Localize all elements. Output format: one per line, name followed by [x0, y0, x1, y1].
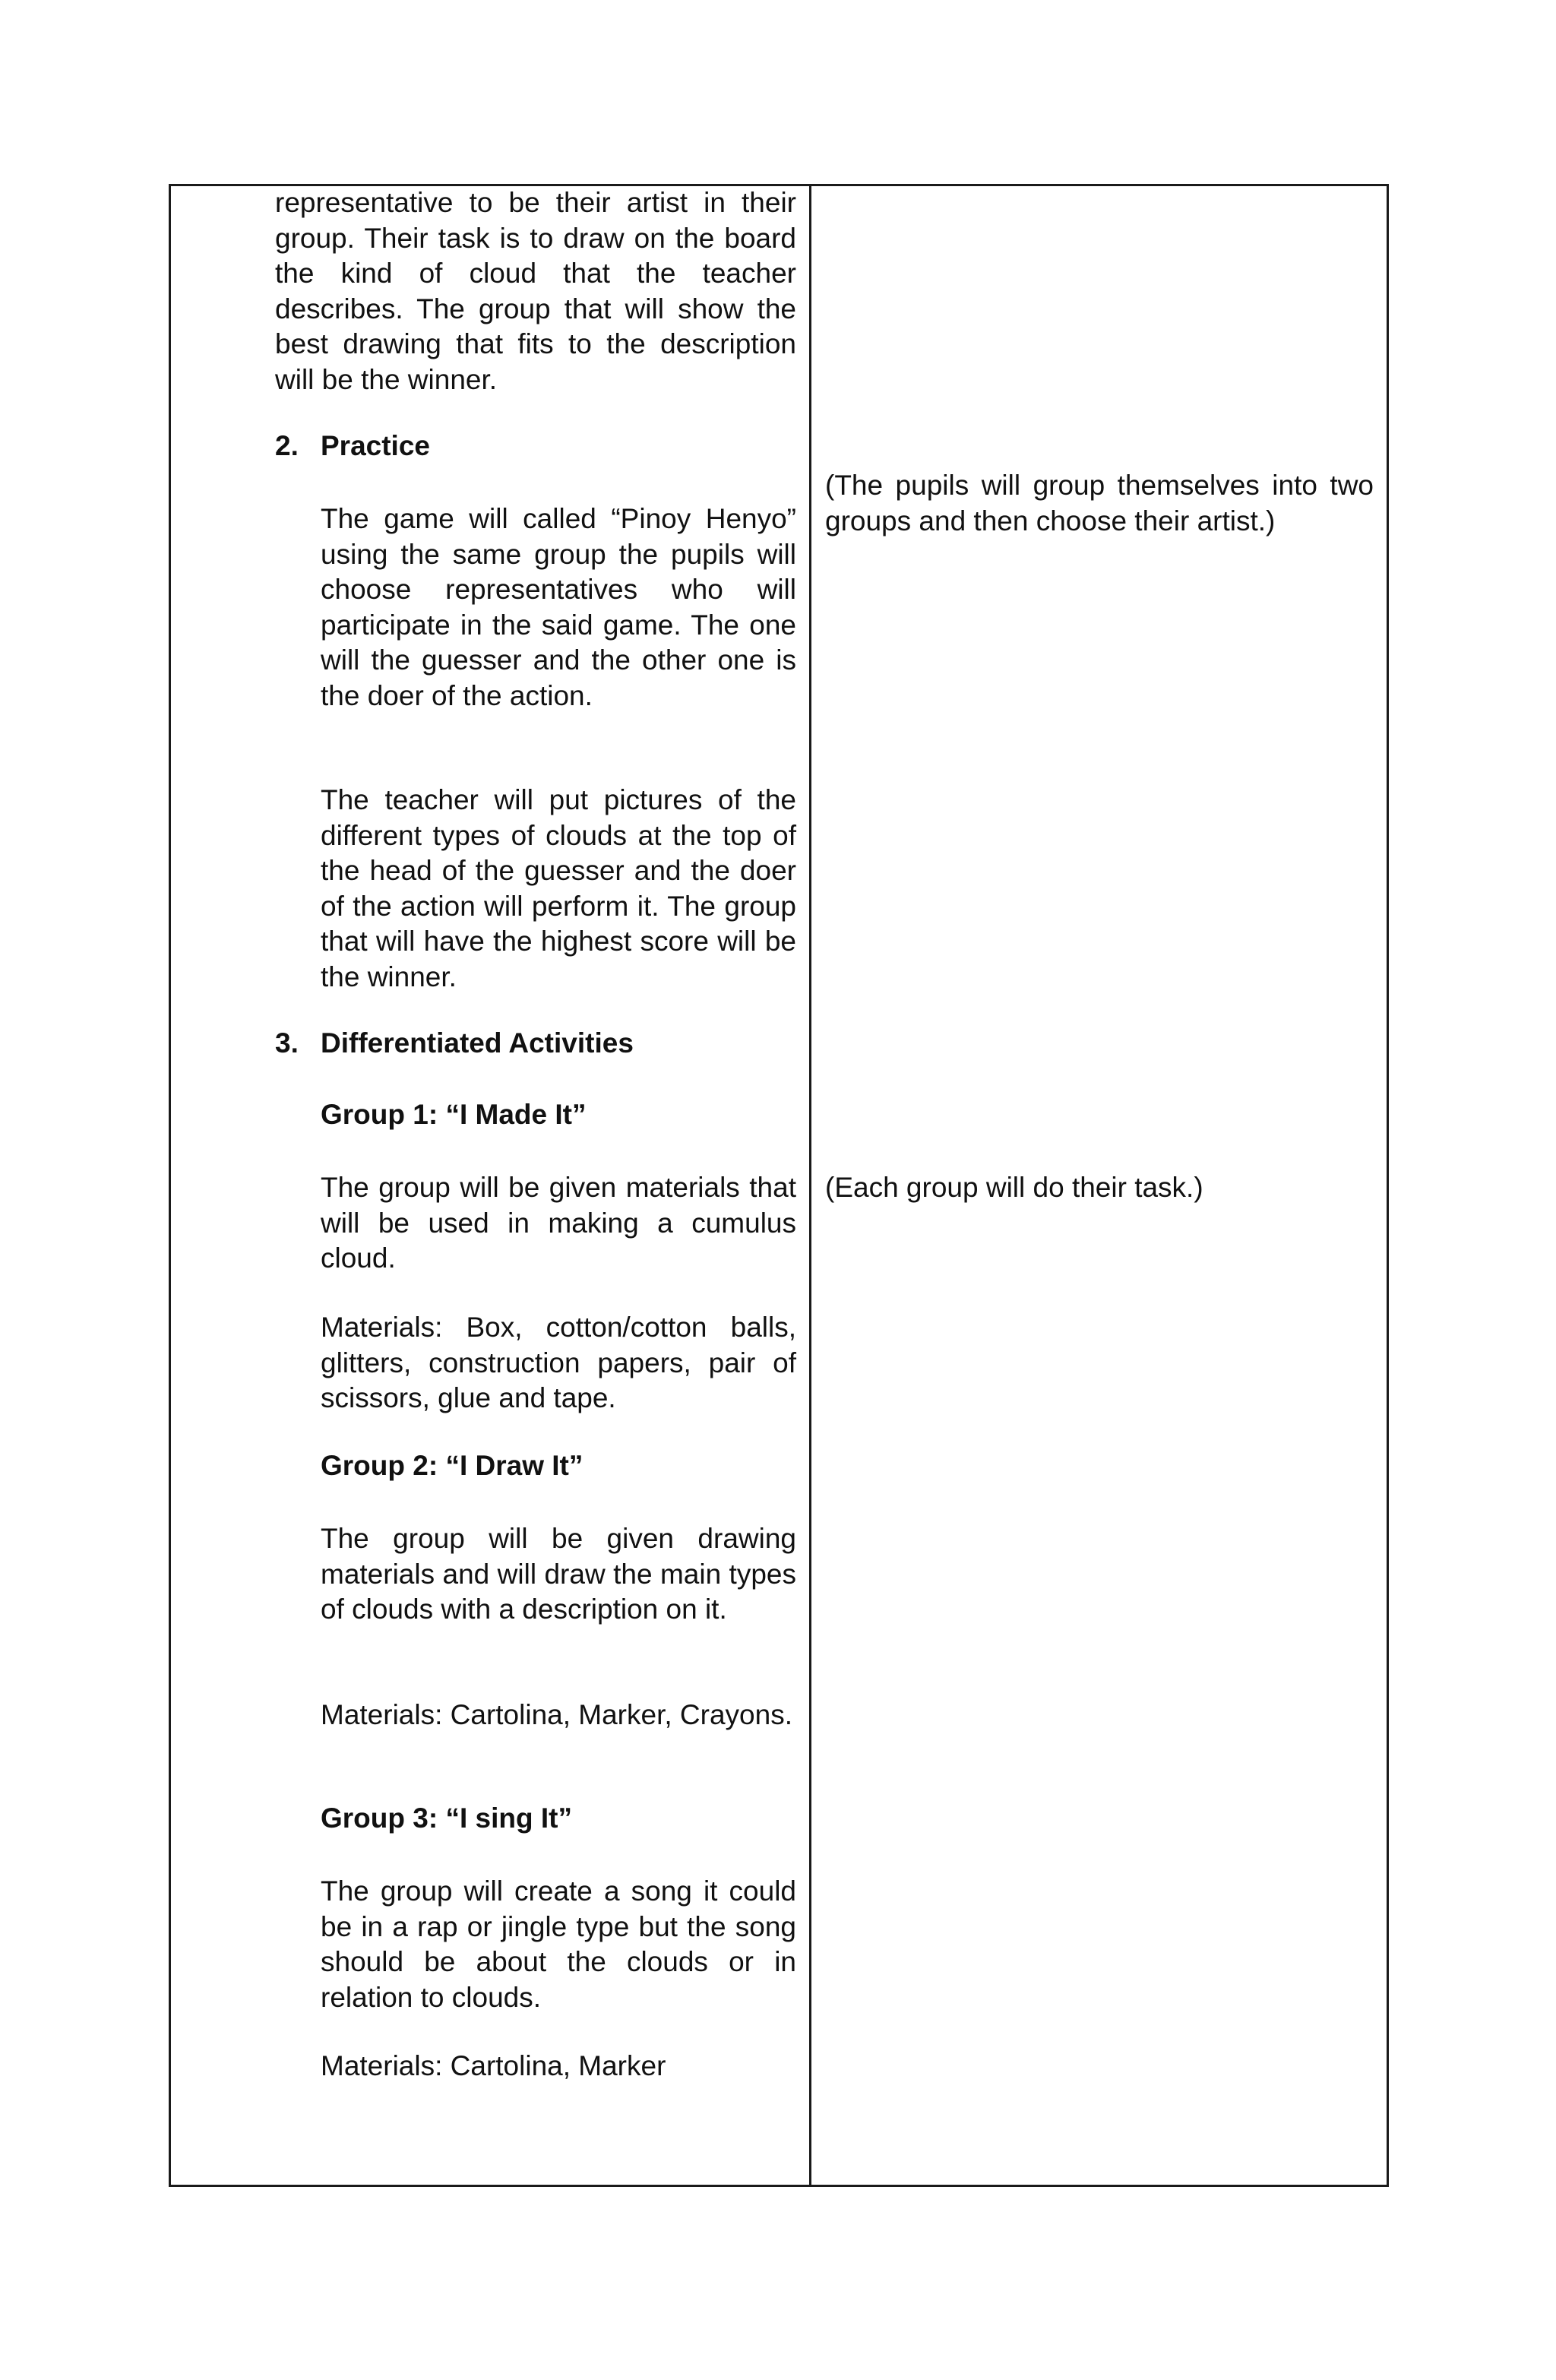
pupil-response-1: (The pupils will group themselves into two groups and then choose their artist.) [825, 470, 1374, 536]
practice-number: 2. [275, 430, 299, 461]
group-1-title: Group 1: “I Made It” [321, 1099, 587, 1130]
group-3-description: The group will create a song it could be in a rap or jingle type but the song should be about the clouds or in relation to clouds. [321, 1875, 796, 2013]
column-divider [809, 184, 811, 2187]
differentiated-heading-text: Differentiated Activities [321, 1027, 634, 1059]
group-2-materials: Materials: Cartolina, Marker, Crayons. [321, 1699, 792, 1730]
group-1-materials: Materials: Box, cotton/cotton balls, glitters, construction papers, pair of scissors, glue and tape. [321, 1312, 796, 1413]
practice-paragraph-1: The game will called “Pinoy Henyo” using the same group the pupils will choose representatives who will participate in the said game. The one will the guesser and the other one is the doer of the action. [321, 503, 796, 711]
group-2-description: The group will be given drawing materials and will draw the main types of clouds with a description on it. [321, 1523, 796, 1625]
pupil-response-2: (Each group will do their task.) [825, 1172, 1203, 1203]
group-3-title: Group 3: “I sing It” [321, 1802, 572, 1834]
group-2-title: Group 2: “I Draw It” [321, 1450, 584, 1481]
differentiated-number: 3. [275, 1027, 299, 1059]
practice-heading-text: Practice [321, 430, 430, 461]
group-1-description: The group will be given materials that will be used in making a cumulus cloud. [321, 1172, 796, 1274]
differentiated-heading [275, 1026, 796, 1062]
practice-paragraph-2: The teacher will put pictures of the different types of clouds at the top of the head of the guesser and the doer of the action will perform it. The group that will have the highest score will be the winner. [321, 784, 796, 992]
practice-heading [275, 429, 796, 464]
group-3-materials: Materials: Cartolina, Marker [321, 2050, 666, 2081]
intro-paragraph: representative to be their artist in their group. Their task is to draw on the board the kind of cloud that the teacher describes. The group that will show the best drawing that fits to the description will be the winner. [275, 187, 796, 395]
